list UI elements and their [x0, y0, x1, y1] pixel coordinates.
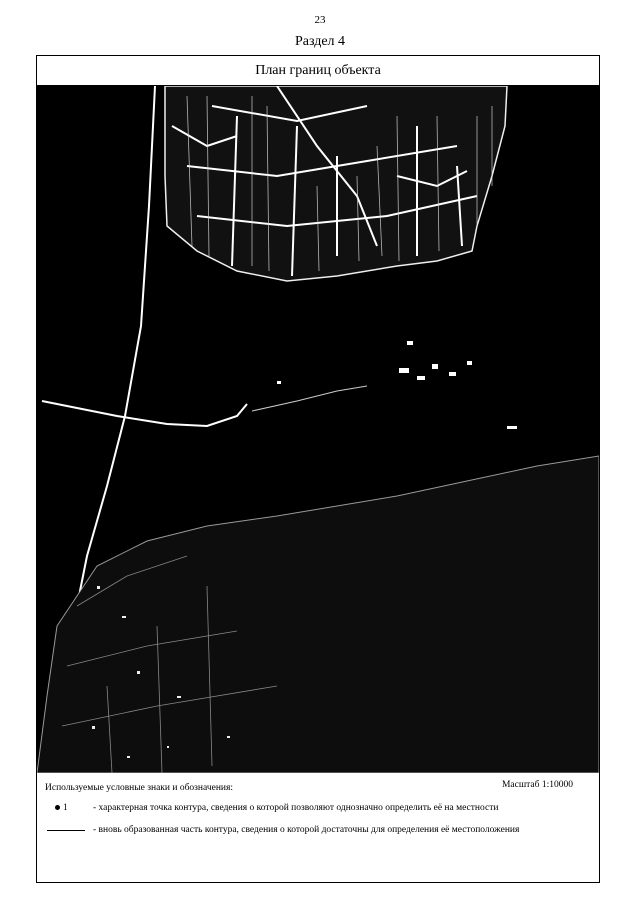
scale-label: Масштаб 1:10000	[501, 780, 573, 790]
legend-header: Используемые условные знаки и обозначения:	[45, 783, 234, 793]
point-description: - характерная точка контура, сведения о которой позволяют однозначно определить её на местности	[93, 803, 499, 813]
page-number: 23	[314, 14, 326, 26]
plan-title: План границ объекта	[37, 56, 599, 86]
line-description: - вновь образованная часть контура, сведения о которой достаточны для определения её местоположения	[93, 825, 520, 835]
point-symbol	[55, 803, 68, 813]
satellite-map	[37, 86, 599, 773]
section-title: Раздел 4	[294, 34, 346, 49]
plan-frame	[36, 55, 600, 883]
dot-icon	[55, 805, 60, 810]
line-symbol-icon	[47, 830, 85, 831]
point-symbol-label: 1	[63, 803, 68, 813]
map-image	[37, 86, 599, 773]
